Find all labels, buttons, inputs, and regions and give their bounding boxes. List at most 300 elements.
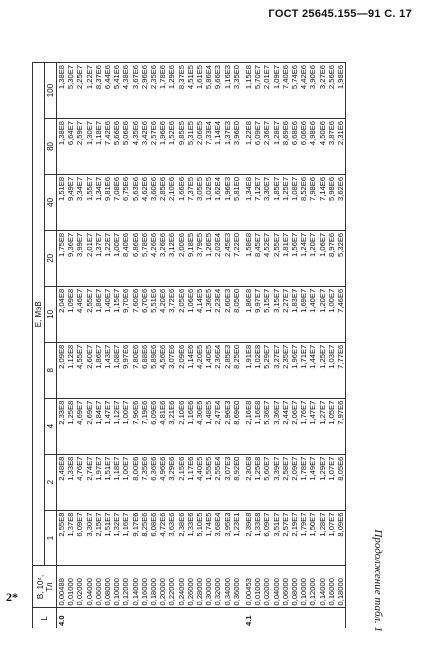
cell-l xyxy=(262,608,271,628)
header-b-line1: B, 10⁴, xyxy=(35,574,45,600)
cell-value: 1,85E7 xyxy=(272,174,281,230)
cell-value: 8,52E6 xyxy=(299,174,308,230)
cell-value: 2,00E6 xyxy=(177,230,186,286)
cell-value: 1,25E8 xyxy=(66,398,75,454)
table-row xyxy=(66,63,75,629)
table-row xyxy=(85,63,94,629)
cell-value: 3,12E6 xyxy=(167,230,176,286)
table-row xyxy=(281,63,290,629)
cell-value: 3,96E0 xyxy=(232,119,241,175)
cell-value: 2,19E7 xyxy=(290,510,299,566)
header-b xyxy=(33,566,57,608)
cell-value: 2,25E7 xyxy=(75,63,84,119)
cell-value: 1,25E7 xyxy=(318,342,327,398)
cell-value: 2,39E8 xyxy=(241,510,253,566)
cell-value: 1,03E7 xyxy=(327,342,336,398)
cell-value: 1,37E8 xyxy=(66,510,75,566)
cell-b: 0,22000 xyxy=(167,566,176,608)
cell-value: 1,78E7 xyxy=(299,454,308,510)
cell-value: 4,96E6 xyxy=(158,454,167,510)
cell-value: 1,62E4 xyxy=(213,174,222,230)
cell-value: 2,47E4 xyxy=(213,398,222,454)
cell-l: 4.1 xyxy=(241,608,253,628)
cell-value: 3,51E7 xyxy=(272,510,281,566)
table-row xyxy=(131,63,140,629)
cell-value: 1,02E5 xyxy=(204,174,213,230)
cell-value: 1,37E7 xyxy=(94,230,103,286)
cell-value: 3,27E6 xyxy=(318,63,327,119)
cell-value: 1,86E7 xyxy=(94,286,103,342)
table-row xyxy=(158,63,167,629)
cell-b: 0,06000 xyxy=(281,566,290,608)
cell-value: 5,10E5 xyxy=(195,510,204,566)
cell-value: 1,44E7 xyxy=(308,342,317,398)
cell-l xyxy=(272,608,281,628)
cell-value: 1,30E7 xyxy=(85,119,94,175)
cell-value: 1,49E7 xyxy=(308,454,317,510)
cell-value: 6,44E6 xyxy=(103,63,112,119)
cell-value: 1,18E7 xyxy=(94,119,103,175)
cell-value: 5,66E6 xyxy=(112,119,121,175)
cell-value: 1,22E7 xyxy=(85,63,94,119)
cell-b: 0,12000 xyxy=(308,566,317,608)
cell-value: 2,44E7 xyxy=(281,398,290,454)
cell-value: 4,81E6 xyxy=(158,398,167,454)
cell-b: 0,12000 xyxy=(121,566,130,608)
cell-value: 2,55E8 xyxy=(57,510,67,566)
cell-value: 2,09E8 xyxy=(57,342,67,398)
cell-value: 7,37E5 xyxy=(186,174,195,230)
cell-value: 5,60E7 xyxy=(262,454,271,510)
cell-b: 0,08000 xyxy=(103,566,112,608)
table-row xyxy=(177,63,186,629)
cell-value: 9,97E7 xyxy=(253,286,262,342)
cell-l xyxy=(75,608,84,628)
cell-value: 9,85E5 xyxy=(177,119,186,175)
cell-value: 1,32E7 xyxy=(112,510,121,566)
energy-col-header: 100 xyxy=(45,63,57,119)
table-row xyxy=(75,63,84,629)
cell-value: 1,66E6 xyxy=(177,174,186,230)
cell-value: 2,58E7 xyxy=(281,454,290,510)
cell-value: 3,27E7 xyxy=(272,342,281,398)
cell-value: 1,07E7 xyxy=(327,510,336,566)
cell-value: 1,37E3 xyxy=(223,119,232,175)
cell-value: 1,08E7 xyxy=(290,174,299,230)
cell-value: 2,15E7 xyxy=(94,510,103,566)
cell-value: 8,92E0 xyxy=(232,454,241,510)
cell-b: 0,10000 xyxy=(112,566,121,608)
cell-value: 6,09E6 xyxy=(149,398,158,454)
cell-value: 4,40E5 xyxy=(195,454,204,510)
cell-value: 4,69E7 xyxy=(75,398,84,454)
cell-value: 8,25E0 xyxy=(232,342,241,398)
table-row xyxy=(149,63,158,629)
cell-value: 8,05E6 xyxy=(336,454,346,510)
cell-value: 2,15E6 xyxy=(177,454,186,510)
cell-value: 8,09E6 xyxy=(336,510,346,566)
cell-value: 1,51E7 xyxy=(103,510,112,566)
cell-value: 7,46E6 xyxy=(336,286,346,342)
cell-value: 2,10E6 xyxy=(167,174,176,230)
cell-value: 1,22E8 xyxy=(241,119,253,175)
cell-value: 5,51E6 xyxy=(149,286,158,342)
cell-value: 1,05E7 xyxy=(327,398,336,454)
cell-value: 5,41E6 xyxy=(112,63,121,119)
table-row xyxy=(241,63,253,629)
cell-value: 6,09E7 xyxy=(262,510,271,566)
cell-value: 2,30E8 xyxy=(241,454,253,510)
cell-l xyxy=(281,608,290,628)
cell-value: 1,38E8 xyxy=(57,63,67,119)
cell-value: 8,25E6 xyxy=(140,510,149,566)
cell-value: 2,36E7 xyxy=(262,119,271,175)
cell-l xyxy=(85,608,94,628)
cell-value: 3,07E6 xyxy=(167,342,176,398)
cell-value: 4,35E6 xyxy=(131,119,140,175)
cell-value: 5,15E7 xyxy=(262,286,271,342)
cell-value: 6,68E6 xyxy=(290,119,299,175)
cell-l xyxy=(232,608,241,628)
cell-value: 1,34E7 xyxy=(94,174,103,230)
cell-value: 4,26E6 xyxy=(149,230,158,286)
cell-value: 1,98E6 xyxy=(336,63,346,119)
cell-value: 3,79E5 xyxy=(195,230,204,286)
cell-value: 5,36E7 xyxy=(262,398,271,454)
cell-value: 1,23E1 xyxy=(232,510,241,566)
cell-l xyxy=(158,608,167,628)
cell-b: 0,14000 xyxy=(318,566,327,608)
cell-value: 4,14E5 xyxy=(195,286,204,342)
energy-col-header: 8 xyxy=(45,342,57,398)
cell-value: 9,70E6 xyxy=(121,286,130,342)
cell-value: 5,06E6 xyxy=(121,119,130,175)
cell-value: 1,09E8 xyxy=(66,286,75,342)
cell-value: 2,09E7 xyxy=(290,454,299,510)
cell-value: 3,30E7 xyxy=(85,510,94,566)
cell-value: 7,08E6 xyxy=(112,174,121,230)
cell-b: 0,34000 xyxy=(223,566,232,608)
cell-b: 0,24000 xyxy=(177,566,186,608)
cell-value: 1,55E5 xyxy=(204,454,213,510)
energy-col-header: 40 xyxy=(45,174,57,230)
cell-value: 2,69E7 xyxy=(85,398,94,454)
cell-value: 1,20E7 xyxy=(318,286,327,342)
cell-value: 8,97E6 xyxy=(327,230,336,286)
table-body xyxy=(57,63,346,629)
table-row xyxy=(299,63,308,629)
cell-value: 2,03E4 xyxy=(213,230,222,286)
cell-value: 4,98E6 xyxy=(308,119,317,175)
cell-value: 5,81E0 xyxy=(232,174,241,230)
cell-value: 1,83E7 xyxy=(290,286,299,342)
table-row xyxy=(318,63,327,629)
cell-value: 1,81E7 xyxy=(281,230,290,286)
cell-l xyxy=(94,608,103,628)
cell-value: 2,04E8 xyxy=(57,286,67,342)
cell-l xyxy=(308,608,317,628)
energy-col-header: 10 xyxy=(45,286,57,342)
cell-value: 2,48E8 xyxy=(57,454,67,510)
cell-l: 4.0 xyxy=(57,608,67,628)
cell-value: 3,42E6 xyxy=(140,119,149,175)
cell-value: 4,72E6 xyxy=(158,510,167,566)
cell-value: 6,36E6 xyxy=(149,454,158,510)
cell-b: 0,06000 xyxy=(94,566,103,608)
cell-value: 7,42E6 xyxy=(103,119,112,175)
cell-value: 1,15E8 xyxy=(241,63,253,119)
cell-value: 2,96E6 xyxy=(140,63,149,119)
cell-value: 5,70E7 xyxy=(253,63,262,119)
cell-value: 8,69E6 xyxy=(281,119,290,175)
cell-value: 1,34E8 xyxy=(241,174,253,230)
energy-col-header: 4 xyxy=(45,398,57,454)
cell-value: 3,36E7 xyxy=(272,398,281,454)
cell-value: 8,40E6 xyxy=(121,230,130,286)
cell-value: 1,56E7 xyxy=(290,230,299,286)
cell-value: 1,96E7 xyxy=(290,342,299,398)
table-continued-label: Продолжение табл. 1 xyxy=(372,529,384,632)
table-row xyxy=(112,63,121,629)
cell-value: 1,02E8 xyxy=(253,342,262,398)
cell-value: 2,38E6 xyxy=(177,510,186,566)
cell-value: 6,09E7 xyxy=(253,119,262,175)
cell-b: 0,04000 xyxy=(272,566,281,608)
cell-value: 1,36E5 xyxy=(204,286,213,342)
energy-col-header: 1 xyxy=(45,510,57,566)
cell-value: 4,56E6 xyxy=(158,342,167,398)
cell-value: 2,74E7 xyxy=(85,454,94,510)
cell-b: 0,14000 xyxy=(131,566,140,608)
cell-value: 1,71E7 xyxy=(299,342,308,398)
cell-value: 2,36E4 xyxy=(213,342,222,398)
cell-value: 4,62E6 xyxy=(140,174,149,230)
table-row xyxy=(336,63,346,629)
cell-value: 2,10E6 xyxy=(177,398,186,454)
cell-value: 1,28E7 xyxy=(318,510,327,566)
cell-b: 0,18000 xyxy=(336,566,346,608)
cell-value: 3,72E6 xyxy=(167,286,176,342)
table-row xyxy=(121,63,130,629)
cell-l xyxy=(167,608,176,628)
cell-value: 1,16E7 xyxy=(121,510,130,566)
cell-value: 6,08E6 xyxy=(149,510,158,566)
cell-b: 0,30000 xyxy=(204,566,213,608)
cell-value: 1,17E6 xyxy=(186,454,195,510)
cell-value: 1,51E7 xyxy=(103,454,112,510)
cell-value: 4,30E5 xyxy=(195,398,204,454)
cell-l xyxy=(327,608,336,628)
cell-l xyxy=(131,608,140,628)
cell-value: 7,40E6 xyxy=(281,63,290,119)
cell-value: 1,47E7 xyxy=(308,398,317,454)
cell-value: 4,20E6 xyxy=(158,286,167,342)
energy-col-header: 2 xyxy=(45,454,57,510)
cell-value: 1,24E7 xyxy=(299,230,308,286)
cell-b: 0,01000 xyxy=(253,566,262,608)
cell-value: 7,80E6 xyxy=(131,342,140,398)
cell-value: 1,26E5 xyxy=(204,230,213,286)
cell-value: 7,35E6 xyxy=(140,454,149,510)
cell-value: 5,30E7 xyxy=(66,63,75,119)
data-table xyxy=(32,62,346,628)
cell-value: 1,12E8 xyxy=(66,342,75,398)
cell-value: 1,00E7 xyxy=(121,454,130,510)
cell-value: 2,85E3 xyxy=(223,342,232,398)
cell-value: 1,14E4 xyxy=(213,119,222,175)
cell-value: 7,22E0 xyxy=(232,230,241,286)
cell-value: 1,16E3 xyxy=(223,63,232,119)
cell-value: 3,99E7 xyxy=(75,230,84,286)
cell-value: 2,09E6 xyxy=(177,342,186,398)
cell-value: 3,26E6 xyxy=(158,230,167,286)
cell-value: 9,97E6 xyxy=(121,342,130,398)
cell-value: 1,16E6 xyxy=(186,398,195,454)
cell-value: 3,07E3 xyxy=(223,454,232,510)
cell-value: 2,55E4 xyxy=(213,454,222,510)
cell-l xyxy=(253,608,262,628)
cell-l xyxy=(149,608,158,628)
cell-l xyxy=(290,608,299,628)
cell-l xyxy=(66,608,75,628)
cell-value: 5,98E6 xyxy=(327,174,336,230)
cell-value: 4,51E5 xyxy=(186,63,195,119)
cell-value: 4,20E5 xyxy=(195,342,204,398)
cell-value: 3,63E6 xyxy=(167,510,176,566)
cell-value: 1,09E7 xyxy=(272,63,281,119)
header-energy: E, МэВ xyxy=(33,63,45,567)
table-header-row xyxy=(33,63,45,629)
cell-value: 1,75E8 xyxy=(57,230,67,286)
table-row xyxy=(167,63,176,629)
cell-value: 7,77E6 xyxy=(336,342,346,398)
cell-value: 3,62E6 xyxy=(336,174,346,230)
cell-value: 2,01E7 xyxy=(85,230,94,286)
cell-value: 7,96E6 xyxy=(131,398,140,454)
cell-l xyxy=(186,608,195,628)
cell-l xyxy=(223,608,232,628)
cell-value: 8,00E6 xyxy=(131,454,140,510)
cell-value: 7,19E6 xyxy=(140,398,149,454)
cell-value: 1,52E6 xyxy=(167,119,176,175)
cell-value: 2,33E8 xyxy=(57,398,67,454)
cell-value: 1,29E6 xyxy=(167,63,176,119)
cell-value: 1,74E5 xyxy=(204,510,213,566)
cell-b: 0,02000 xyxy=(75,566,84,608)
cell-value: 7,33E4 xyxy=(204,119,213,175)
cell-value: 2,45E3 xyxy=(223,230,232,286)
cell-value: 1,50E7 xyxy=(308,510,317,566)
page-mark: 2* xyxy=(6,590,18,604)
cell-value: 3,05E5 xyxy=(195,174,204,230)
header-b-line2: Тл xyxy=(44,582,54,592)
cell-b: 0,20000 xyxy=(158,566,167,608)
energy-col-header: 20 xyxy=(45,230,57,286)
cell-b: 0,08000 xyxy=(290,566,299,608)
cell-value: 9,66E3 xyxy=(213,63,222,119)
cell-l xyxy=(121,608,130,628)
cell-value: 2,35E6 xyxy=(149,63,158,119)
cell-value: 3,21E6 xyxy=(167,398,176,454)
cell-value: 3,90E6 xyxy=(308,63,317,119)
cell-value: 6,88E6 xyxy=(140,342,149,398)
cell-value: 4,76E7 xyxy=(75,454,84,510)
cell-value: 2,59E7 xyxy=(75,119,84,175)
cell-b: 0,26000 xyxy=(186,566,195,608)
cell-value: 6,64E7 xyxy=(66,119,75,175)
cell-value: 6,06E6 xyxy=(299,119,308,175)
cell-value: 1,00E7 xyxy=(112,230,121,286)
cell-value: 9,81E6 xyxy=(103,174,112,230)
cell-value: 3,67E6 xyxy=(131,63,140,119)
table-row xyxy=(94,63,103,629)
cell-value: 1,78E6 xyxy=(158,63,167,119)
cell-value: 5,78E6 xyxy=(140,230,149,286)
cell-value: 3,87E6 xyxy=(327,119,336,175)
cell-value: 1,86E8 xyxy=(241,286,253,342)
cell-value: 1,40E7 xyxy=(308,286,317,342)
cell-value: 2,01E7 xyxy=(262,63,271,119)
cell-value: 1,27E7 xyxy=(318,398,327,454)
cell-value: 1,79E7 xyxy=(299,510,308,566)
cell-value: 8,05E0 xyxy=(232,286,241,342)
cell-value: 1,00E7 xyxy=(121,398,130,454)
cell-value: 2,57E7 xyxy=(281,510,290,566)
cell-value: 1,43E7 xyxy=(103,342,112,398)
cell-value: 1,33E8 xyxy=(66,454,75,510)
cell-value: 2,05E6 xyxy=(177,286,186,342)
cell-value: 1,06E7 xyxy=(318,230,327,286)
cell-b: 0,01000 xyxy=(66,566,75,608)
cell-value: 1,00E7 xyxy=(327,286,336,342)
cell-value: 1,33E8 xyxy=(253,510,262,566)
cell-value: 1,33E6 xyxy=(186,510,195,566)
cell-value: 2,06E7 xyxy=(290,398,299,454)
cell-value: 4,38E6 xyxy=(121,63,130,119)
cell-value: 1,55E7 xyxy=(85,174,94,230)
cell-l xyxy=(140,608,149,628)
cell-value: 3,15E7 xyxy=(272,286,281,342)
cell-value: 1,48E5 xyxy=(204,398,213,454)
cell-value: 5,31E5 xyxy=(186,119,195,175)
cell-value: 5,74E6 xyxy=(290,63,299,119)
cell-value: 2,23E4 xyxy=(213,286,222,342)
cell-value: 1,76E7 xyxy=(299,398,308,454)
cell-b: 0,00453 xyxy=(241,566,253,608)
cell-value: 8,45E7 xyxy=(253,230,262,286)
cell-b: 0,28000 xyxy=(195,566,204,608)
cell-value: 2,57E6 xyxy=(149,119,158,175)
cell-value: 5,89E6 xyxy=(149,342,158,398)
table-stage xyxy=(32,62,382,628)
energy-columns-row xyxy=(45,63,57,629)
cell-b: 0,10000 xyxy=(299,566,308,608)
table-row xyxy=(253,63,262,629)
cell-value: 2,60E3 xyxy=(223,286,232,342)
cell-value: 7,60E6 xyxy=(131,286,140,342)
cell-l xyxy=(299,608,308,628)
cell-value: 1,14E6 xyxy=(186,342,195,398)
cell-value: 1,20E7 xyxy=(308,230,317,286)
cell-value: 2,35E7 xyxy=(281,342,290,398)
cell-value: 4,55E7 xyxy=(75,342,84,398)
cell-value: 1,97E7 xyxy=(94,454,103,510)
cell-l xyxy=(112,608,121,628)
cell-value: 4,46E7 xyxy=(75,286,84,342)
cell-b: 0,32000 xyxy=(213,566,222,608)
cell-value: 9,49E7 xyxy=(66,174,75,230)
cell-value: 9,18E5 xyxy=(186,230,195,286)
